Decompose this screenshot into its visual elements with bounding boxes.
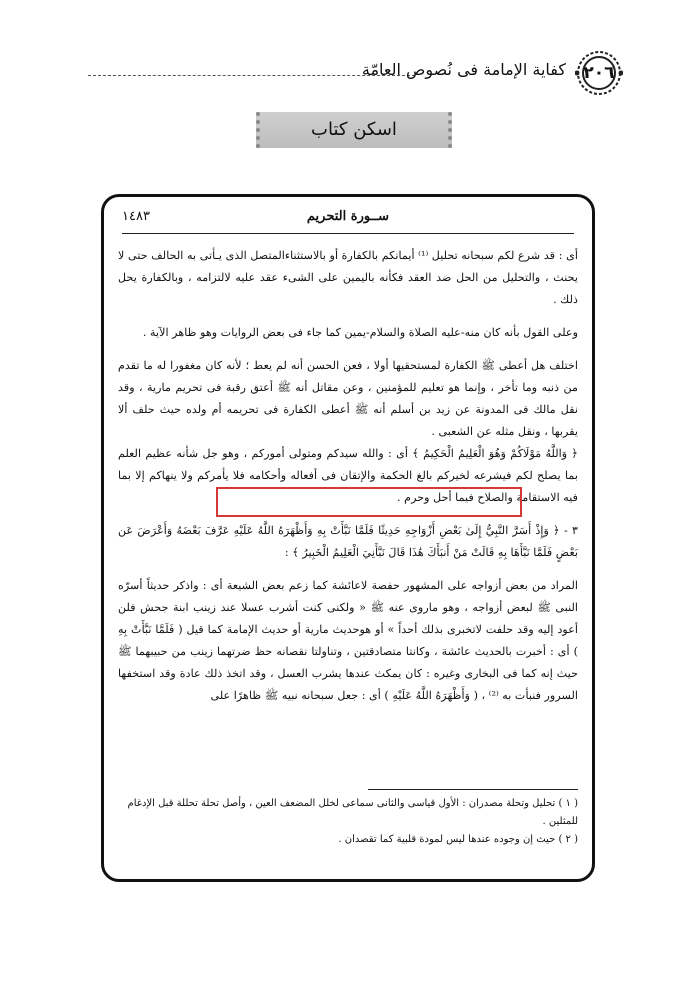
scanned-page-header <box>122 209 574 231</box>
verse-paragraph: ٣ - ﴿ وَإِذْ أَسَرَّ النَّبِيُّ إِلَىٰ بَعْضِ أَزْوَاجِهِ حَدِيثًا فَلَمَّا نَبَّأَتْ بِهِ وَأَظْهَرَهُ اللَّهُ عَلَيْهِ عَرَّفَ بَعْضَهُ وَأَعْرَضَ عَن بَعْضٍ فَلَمَّا نَبَّأَهَا بِهِ قَالَتْ مَنْ أَنبَأَكَ هَٰذَا قَالَ نَبَّأَنِيَ الْعَلِيمُ الْخَبِيرُ ﴾ : <box>118 524 578 559</box>
footnotes <box>118 795 578 849</box>
paragraph: المراد من بعض أزواجه على المشهور حفصة لاعائشة كما زعم بعض الشيعة أى : واذكر حديثاً أسرّه النبى ﷺ لبعض أزواجه ، وهو ماروى عنه ﷺ « ولكنى كنت أشرب عسلا عند زينب ابنة جحش فلن أعود إليه وقد حلفت لاتخبرى بذلك أحداً » أو هوحديث مارية أو حديث الإمامة كما قيل ( فَلَمَّا نَبَّأَتْ بِهِ ) أى : أخبرت بالحديث عائشة ، وكانتا متصادقتين ، وتناولتا نقصانه حظ ضرتهما زينب من حبيبهما ﷺ حيث إنه كما فى البخارى وغيره : كان يمكث عندها يشرب العسل ، وقد اتخذ ذلك عادة وقد استخفها السرور فنبأت به ⁽²⁾ ، ( وَأَظْهَرَهُ اللَّهُ عَلَيْهِ ) أى : جعل سبحانه نبيه ﷺ ظاهرًا على <box>118 579 578 702</box>
scanned-header-rule <box>122 233 574 234</box>
footnote: ( ١ ) تحليل وتحلة مصدران : الأول قياسى والثانى سماعى لخلل المضعف العين ، وأصل تحلة تحللة قبل الإدغام للمثلين . <box>127 798 578 827</box>
paragraph: اختلف هل أعطى ﷺ الكفارة لمستحقيها أولا ، فعن الحسن أنه لم يعط ؛ لأنه كان مغفورا له ما تقدم من ذنبه وما تأخر ، وإنما هو تعليم للمؤمنين ، وعن مقاتل أنه ﷺ أعتق رقبة فى تحريم مارية ، وقد نقل مالك فى المدونة عن زيد بن أسلم أنه ﷺ أعطى الكفارة فى تحريمه أم ولده حيث حلف ألا يقربها ، ونقل مثله عن الشعبى . <box>118 359 578 438</box>
scanned-page-number: ١٤٨٣ <box>122 209 150 224</box>
scan-book-button[interactable]: اسكن كتاب <box>256 112 452 148</box>
paragraph-highlighted-verse: ﴿ وَاللَّهُ مَوْلَاكُمْ وَهُوَ الْعَلِيمُ الْحَكِيمُ ﴾ أى : والله سيدكم ومتولى أموركم ، وهو جل شأنه عظيم العلم بما يصلح لكم فيشرعه لخيركم بالغ الحكمة والإتقان فى أفعاله وأحكامه فلا يأمركم ولا ينهاكم إلا بما فيه الاستقامة والصلاح فيما أحل وحرم . <box>118 447 578 504</box>
footnote-divider <box>368 789 578 790</box>
surah-title: ســورة التحريم <box>306 209 390 224</box>
paragraph: وعلى القول بأنه كان منه-عليه الصلاة والسلام-يمين كما جاء فى بعض الروايات وهو ظاهر الآية . <box>142 326 578 339</box>
scanned-body <box>118 245 578 707</box>
paragraph: أى : قد شرع لكم سبحانه تحليل ⁽¹⁾ أيمانكم بالكفارة أو بالاستثناءالمتصل الذى يـأتى به الحالف حتى لا يحنث ، والتحليل من الحل ضد العقد فكأنه باليمين على الشىء عقد عليه لالتزامه ، وبالكفارة يحل ذلك . <box>118 249 578 306</box>
highlight-box <box>216 487 522 517</box>
page-number: ٢٠٦ <box>583 63 615 83</box>
scanned-page <box>101 194 595 882</box>
footnote: ( ٢ ) حيث إن وجوده عندها ليس لمودة قلبية كما تقصدان . <box>338 834 578 845</box>
book-title: كفاية الإمامة فى نُصوص العامّة <box>361 60 566 79</box>
